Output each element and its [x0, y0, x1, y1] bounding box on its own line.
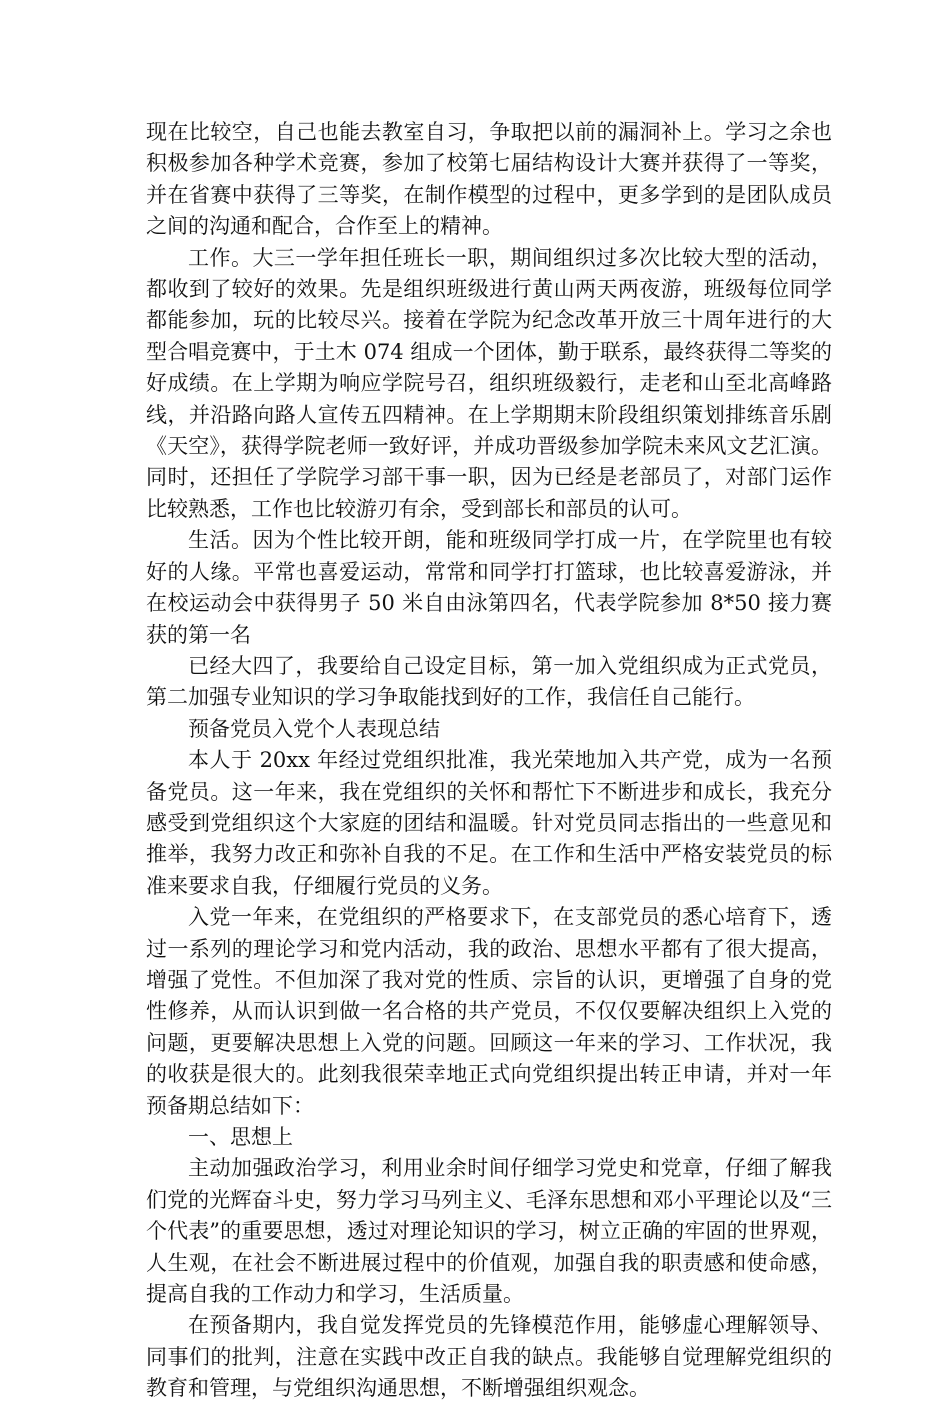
paragraph-one-year-review: 入党一年来，在党组织的严格要求下，在支部党员的悉心培育下，透过一系列的理论学习和党内活动，我的政治、思想水平都有了很大提高，增强了党性。不但加深了我对党的性质、宗旨的认识，更增强了自身的党性修养，从而认识到做一名合格的共产党员，不仅仅要解决组织上入党的问题，更要解决思想上入党的问题。回顾这一年来的学习、工作状况，我的收获是很大的。此刻我很荣幸地正式向党组织提出转正申请，并对一年预备期总结如下： [146, 905, 832, 1118]
paragraph-study-continued: 现在比较空，自己也能去教室自习，争取把以前的漏洞补上。学习之余也积极参加各种学术竞赛，参加了校第七届结构设计大赛并获得了一等奖，并在省赛中获得了三等奖，在制作模型的过程中，更多学到的是团队成员之间的沟通和配合，合作至上的精神。 [146, 120, 832, 239]
document-body [146, 117, 832, 1405]
paragraph-introduction: 本人于 20xx 年经过党组织批准，我光荣地加入共产党，成为一名预备党员。这一年来，我在党组织的关怀和帮忙下不断进步和成长，我充分感受到党组织这个大家庭的团结和温暖。针对党员同志指出的一些意见和推举，我努力改正和弥补自我的不足。在工作和生活中严格安装党员的标准来要求自我，仔细履行党员的义务。 [146, 748, 832, 898]
paragraph-political-study: 主动加强政治学习，利用业余时间仔细学习党史和党章，仔细了解我们党的光辉奋斗史，努力学习马列主义、毛泽东思想和邓小平理论以及“三个代表”的重要思想，透过对理论知识的学习，树立正确的牢固的世界观，人生观，在社会不断进展过程中的价值观，加强自我的职责感和使命感，提高自我的工作动力和学习，生活质量。 [146, 1156, 832, 1307]
subheading-ideology: 一、思想上 [188, 1125, 293, 1149]
paragraph-life: 生活。因为个性比较开朗，能和班级同学打成一片，在学院里也有较好的人缘。平常也喜爱运动，常常和同学打打篮球，也比较喜爱游泳，并在校运动会中获得男子 50 米自由泳第四名，代表学院参加 8*50 接力赛获的第一名 [146, 528, 832, 647]
paragraph-work: 工作。大三一学年担任班长一职，期间组织过多次比较大型的活动，都收到了较好的效果。先是组织班级进行黄山两天两夜游，班级每位同学都能参加，玩的比较尽兴。接着在学院为纪念改革开放三十周年进行的大型合唱竞赛中，于土木 074 组成一个团体，勤于联系，最终获得二等奖的好成绩。在上学期为响应学院号召，组织班级毅行，走老和山至北高峰路线，并沿路向路人宣传五四精神。在上学期期末阶段组织策划排练音乐剧《天空》，获得学院老师一致好评，并成功晋级参加学院未来风文艺汇演。同时，还担任了学院学习部干事一职，因为已经是老部员了，对部门运作比较熟悉，工作也比较游刃有余，受到部长和部员的认可。 [146, 245, 832, 521]
paragraph-probation-conduct: 在预备期内，我自觉发挥党员的先锋模范作用，能够虚心理解领导、同事们的批判，注意在实践中改正自我的缺点。我能够自觉理解党组织的教育和管理，与党组织沟通思想，不断增强组织观念。 [146, 1313, 832, 1401]
paragraph-goals: 已经大四了，我要给自己设定目标，第一加入党组织成为正式党员，第二加强专业知识的学习争取能找到好的工作，我信任自己能行。 [146, 653, 832, 710]
section-title: 预备党员入党个人表现总结 [188, 716, 440, 741]
